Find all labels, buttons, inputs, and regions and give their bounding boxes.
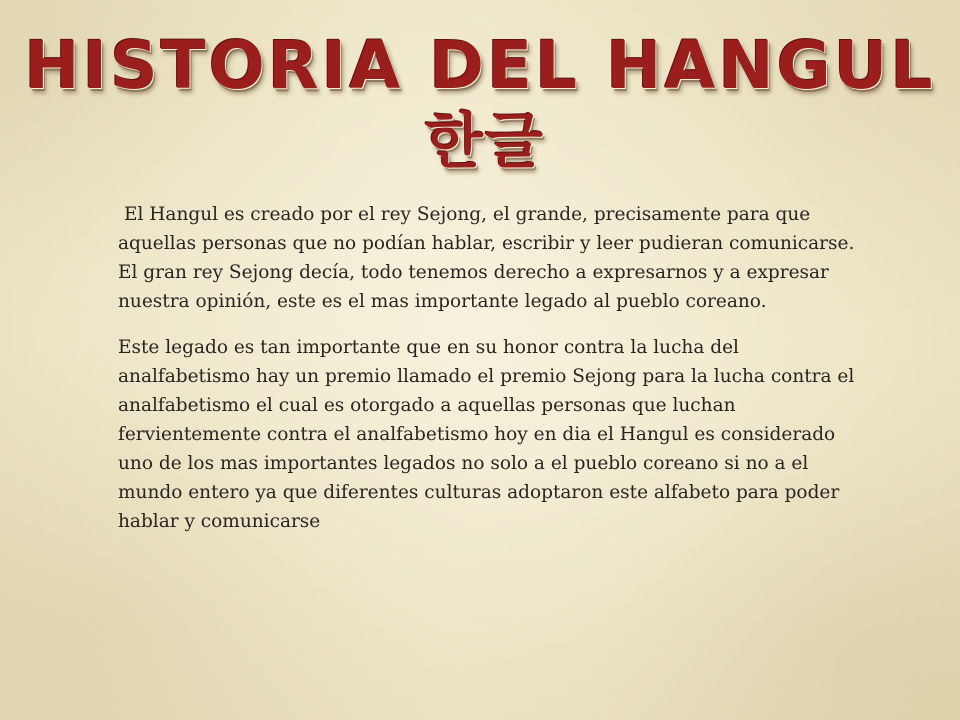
paragraph-1: El Hangul es creado por el rey Sejong, el grande, precisamente para que aquellas personas que no podían hablar, escribir y leer pudieran comunicarse. El gran rey Sejong decía, todo tenemos derecho a expresarnos y a expresar nuestra opinión, este es el mas importante legado al pueblo coreano. bbox=[118, 204, 855, 312]
slide-subtitle: 한글 bbox=[425, 107, 545, 177]
slide-title: HISTORIA DEL HANGUL bbox=[24, 27, 936, 104]
body-text bbox=[118, 200, 863, 553]
title-block bbox=[0, 28, 960, 180]
paragraph-2: Este legado es tan importante que en su honor contra la lucha del analfabetismo hay un premio llamado el premio Sejong para la lucha contra el analfabetismo el cual es otorgado a aquellas personas que luchan fervientemente contra el analfabetismo hoy en dia el Hangul es considerado uno de los mas importantes legados no solo a el pueblo coreano si no a el mundo entero ya que diferentes culturas adoptaron este alfabeto para poder hablar y comunicarse bbox=[118, 337, 855, 532]
